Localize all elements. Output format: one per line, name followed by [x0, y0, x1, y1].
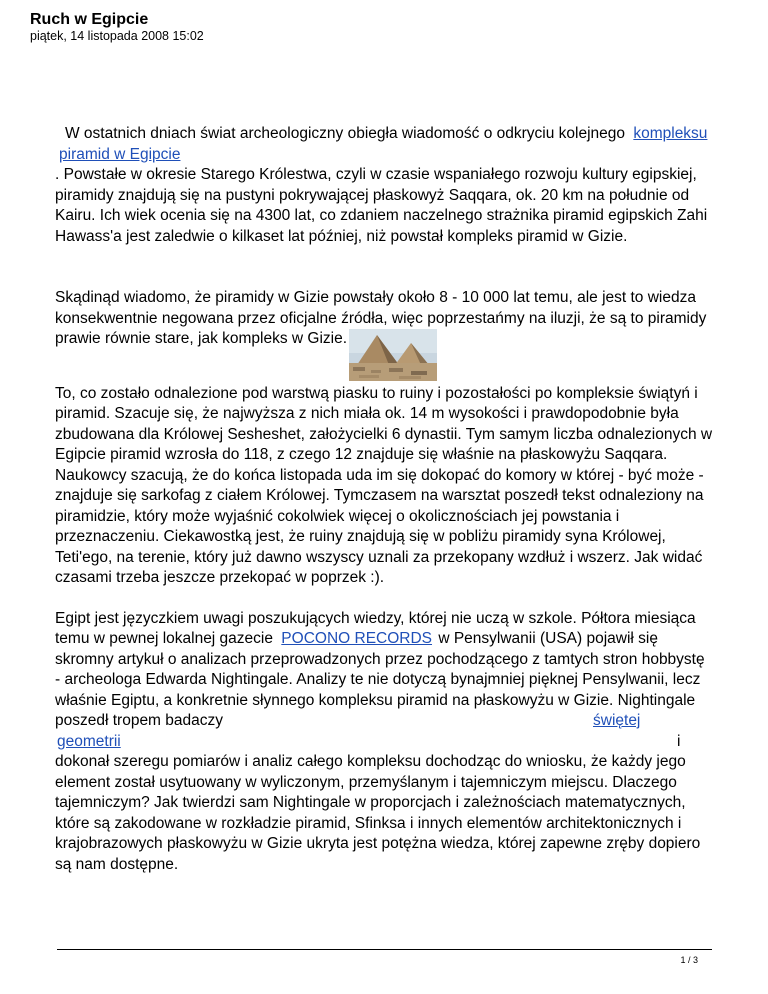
paragraph-2 [55, 288, 717, 384]
paragraph-3-line: czasami trzeba jeszcze przekopać w poprzek :). [55, 569, 385, 586]
paragraph-1-line-3: . Powstałe w okresie Starego Królestwa, czyli w czasie wspaniałego rozwoju kultury egipskiej, [55, 166, 697, 183]
paragraph-3-line: piramidzie, który może wyjaśnić cokolwiek więcej o okolicznościach jej powstania i [55, 507, 620, 525]
paragraph-1-line-6: Hawass'a jest zaledwie o kilkaset lat później, niż powstał kompleks piramid w Gizie. [55, 227, 628, 245]
link-pocono-records[interactable]: POCONO RECORDS [281, 630, 433, 647]
paragraph-3-line: zbudowana dla Królowej Sesheshet, założycielki 6 dynastii. Tym samym liczba odnalezionych w [55, 425, 713, 443]
paragraph-4-line-6: poszedł tropem badaczy [55, 712, 224, 729]
paragraph-4-trailing-i: i [677, 732, 681, 750]
document-date: piątek, 14 listopada 2008 15:02 [30, 29, 204, 43]
paragraph-4-line: tajemniczym? Jak twierdzi sam Nightingale w proporcjach i zależnościach matematycznych, [55, 794, 686, 811]
paragraph-4-line-2-start: temu w pewnej lokalnej gazecie [55, 630, 273, 647]
link-swietej-geometrii-cont[interactable]: geometrii [57, 732, 121, 750]
link-kompleksu-piramid[interactable]: kompleksu [633, 125, 708, 142]
footer-divider [57, 949, 712, 950]
paragraph-3-line: przeznaczeniu. Ciekawostką jest, że ruiny znajdują się w pobliżu piramidy syna Królowej, [55, 528, 666, 545]
paragraph-2-line-1: Skądinąd wiadomo, że piramidy w Gizie powstały około 8 - 10 000 lat temu, ale jest to wiedza [55, 289, 696, 306]
document-title: Ruch w Egipcie [30, 11, 149, 28]
paragraph-2-line-3: prawie równie stare, jak kompleks w Gizie. [55, 330, 348, 347]
paragraph-4-line-3: skromny artykuł o analizach przeprowadzonych przez pochodzącego z tamtych stron hobbystę [55, 650, 705, 668]
paragraph-3-line: To, co zostało odnalezione pod warstwą piasku to ruiny i pozostałości po kompleksie świątyń i [55, 384, 698, 402]
paragraph-4-line: dokonał szeregu pomiarów i analiz całego kompleksu dochodząc do wniosku, że każdy jego [55, 753, 686, 770]
paragraph-3-line: Egipcie piramid wzrosła do 118, z czego 12 znajduje się właśnie na płaskowyżu Saqqara. [55, 446, 668, 463]
paragraph-1-line-5: Kairu. Ich wiek ocenia się na 4300 lat, co zdaniem naczelnego strażnika piramid egipskich Zahi [55, 207, 708, 224]
paragraph-4-line-4: - archeologa Edwarda Nightingale. Analizy te nie dotyczą bynajmniej pięknej Pensylwanii, lecz [55, 671, 701, 688]
paragraph-4-line: które są zakodowane w rozkładzie piramid, Sfinksa i innych elementów architektonicznych i [55, 814, 682, 832]
paragraph-3-line: Naukowcy szacują, że do końca listopada uda im się dokopać do komory w której - być może - [55, 466, 704, 484]
paragraph-3-line: znajduje się sarkofag z ciałem Królowej. Tymczasem na warsztat poszedł tekst odnaleziony na [55, 487, 704, 504]
paragraph-4-line: element został usytuowany w wyliczonym, przemyślanym i tajemniczym miejscu. Dlaczego [55, 773, 677, 791]
paragraph-3 [55, 384, 717, 589]
pyramids-photo [349, 329, 437, 381]
page-number: 1 / 3 [680, 955, 698, 965]
paragraph-1-line-4: piramidy znajdują się na pustyni pokrywającej płaskowyż Saqqara, ok. 20 km na południe od [55, 186, 690, 204]
paragraph-1 [57, 124, 717, 247]
link-kompleksu-piramid-cont[interactable]: piramid w Egipcie [59, 145, 181, 163]
paragraph-4-line-1: Egipt jest języczkiem uwagi poszukujących wiedzy, której nie uczą w szkole. Półtora miesiąca [55, 609, 696, 627]
link-swietej-geometrii[interactable]: świętej [593, 712, 641, 729]
paragraph-4-line-5: właśnie Egiptu, a konkretnie słynnego kompleksu piramid na płaskowyżu w Gizie. Nightingale [55, 691, 696, 709]
paragraph-4-line: krajobrazowych płaskowyżu w Gizie ukryta jest potężna wiedza, której zapewne zręby dopiero [55, 835, 701, 852]
paragraph-3-line: Teti'ego, na terenie, który już dawno wszyscy uznali za przekopany wzdłuż i wszerz. Jak widać [55, 548, 703, 566]
document-header [30, 11, 204, 44]
paragraph-3-line: piramid. Szacuje się, że najwyższa z nich miała ok. 14 m wysokości i prawdopodobnie była [55, 405, 679, 422]
article-body [57, 124, 717, 875]
paragraph-4 [55, 609, 717, 876]
paragraph-4-line: są nam dostępne. [55, 855, 179, 873]
paragraph-1-line-1: W ostatnich dniach świat archeologiczny obiegła wiadomość o odkryciu kolejnego [65, 125, 626, 142]
paragraph-4-line-2-end: w Pensylwanii (USA) pojawił się [438, 630, 658, 647]
paragraph-2-line-2: konsekwentnie negowana przez oficjalne źródła, więc poprzestańmy na iluzji, że są to piramidy [55, 309, 707, 327]
